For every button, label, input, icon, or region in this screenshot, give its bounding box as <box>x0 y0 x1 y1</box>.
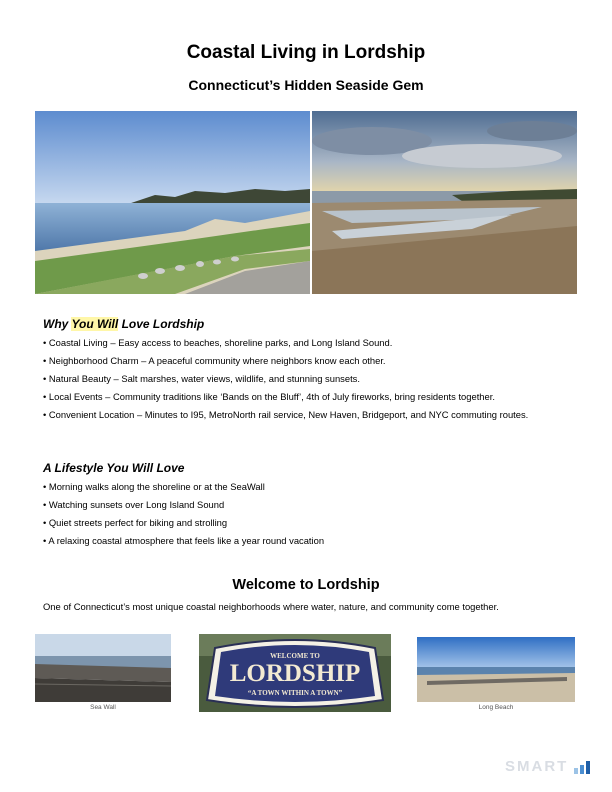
hero-photo-tidal-flat <box>312 111 577 294</box>
bar-chart-icon <box>573 760 593 774</box>
lifestyle-list <box>43 481 543 553</box>
list-item: • Neighborhood Charm – A peaceful community where neighbors know each other. <box>43 355 386 366</box>
smart-logo: SMART <box>505 758 597 774</box>
welcome-text: One of Connecticut’s most unique coastal neighborhoods where water, nature, and community come together. <box>43 601 499 612</box>
welcome-heading: Welcome to Lordship <box>232 577 380 593</box>
list-item: • Watching sunsets over Long Island Sound <box>43 499 225 510</box>
list-item: • Local Events – Community traditions like ‘Bands on the Bluff’, 4th of July fireworks, bring residents together. <box>43 391 495 402</box>
list-item: • Convenient Location – Minutes to I95, MetroNorth rail service, New Haven, Bridgeport, and NYC commuting routes. <box>43 409 529 420</box>
list-item: • A relaxing coastal atmosphere that feels like a year round vacation <box>43 535 325 546</box>
sea-wall-photo <box>35 634 171 702</box>
list-item: • Coastal Living – Easy access to beaches, shoreline parks, and Long Island Sound. <box>43 337 393 348</box>
list-item: • Natural Beauty – Salt marshes, water views, wildlife, and stunning sunsets. <box>43 373 360 384</box>
list-item: • Morning walks along the shoreline or at the SeaWall <box>43 481 265 492</box>
long-beach-caption: Long Beach <box>478 704 514 711</box>
long-beach-photo <box>417 637 575 702</box>
lifestyle-heading: A Lifestyle You Will Love <box>43 461 185 475</box>
sea-wall-caption: Sea Wall <box>90 704 116 711</box>
sign-bottom-text: “A TOWN WITHIN A TOWN” <box>247 689 343 697</box>
list-item: • Quiet streets perfect for biking and strolling <box>43 517 228 528</box>
welcome-sign-image <box>199 634 391 712</box>
sign-top-text: WELCOME TO <box>270 652 320 660</box>
page-title: Coastal Living in Lordship <box>186 42 426 63</box>
sign-main-text: LORDSHIP <box>229 660 361 687</box>
hero-photo-shoreline <box>35 111 310 294</box>
page-subtitle: Connecticut’s Hidden Seaside Gem <box>188 77 424 93</box>
why-heading: Why You Will Love Lordship <box>43 317 205 331</box>
why-list <box>43 337 543 427</box>
